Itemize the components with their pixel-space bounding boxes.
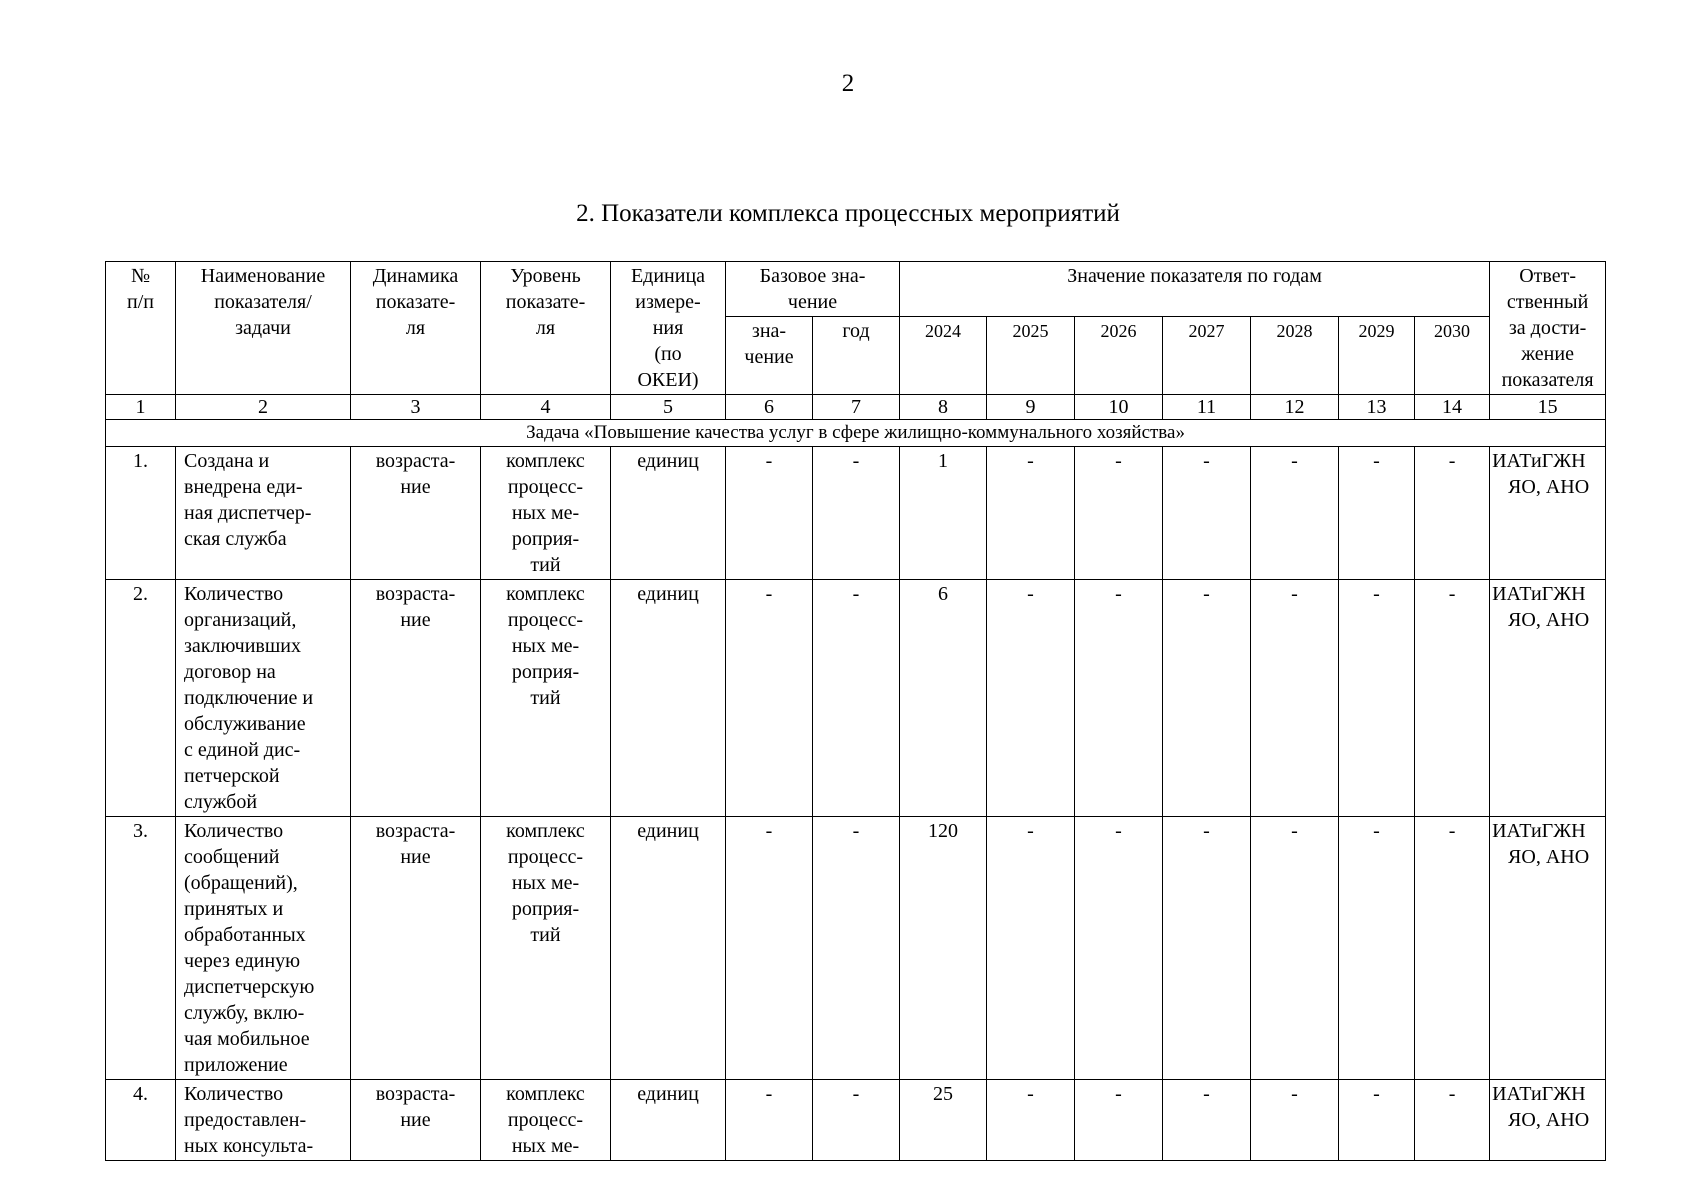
column-number: 12	[1251, 395, 1339, 420]
column-number: 2	[176, 395, 351, 420]
row-number: 1.	[106, 447, 176, 580]
year-value: -	[1251, 580, 1339, 817]
year-value: 1	[900, 447, 987, 580]
header-base-value: зна- чение	[726, 317, 813, 395]
year-value: -	[1163, 817, 1251, 1080]
responsible-line: ИАТиГЖН	[1492, 583, 1586, 605]
responsible-line: ЯО, АНО	[1508, 1109, 1590, 1131]
header-num: № п/п	[106, 262, 176, 395]
year-value: -	[1075, 817, 1163, 1080]
indicator-name: Количество сообщений (обращений), принятых и обработанных через единую диспетчерскую службу, вклю- чая мобильное приложение	[176, 817, 351, 1080]
year-value: -	[1075, 580, 1163, 817]
header-base-year: год	[813, 317, 900, 395]
indicator-level: комплекс процесс- ных ме-	[481, 1080, 611, 1161]
header-year: 2029	[1339, 317, 1415, 395]
indicator-level: комплекс процесс- ных ме- роприя- тий	[481, 580, 611, 817]
year-value: 120	[900, 817, 987, 1080]
column-number: 10	[1075, 395, 1163, 420]
column-numbers-row	[106, 395, 1606, 420]
year-value: -	[1415, 817, 1490, 1080]
header-base: Базовое зна- чение	[726, 262, 900, 317]
base-value: -	[726, 817, 813, 1080]
year-value: -	[1163, 580, 1251, 817]
column-number: 3	[351, 395, 481, 420]
indicator-name: Количество организаций, заключивших договор на подключение и обслуживание с единой дис- петчерской службой	[176, 580, 351, 817]
indicator-level: комплекс процесс- ных ме- роприя- тий	[481, 447, 611, 580]
indicator-unit: единиц	[611, 447, 726, 580]
column-number: 6	[726, 395, 813, 420]
header-year: 2025	[987, 317, 1075, 395]
indicator-name: Создана и внедрена еди- ная диспетчер- ская служба	[176, 447, 351, 580]
indicator-unit: единиц	[611, 817, 726, 1080]
indicator-dynamics: возраста- ние	[351, 580, 481, 817]
year-value: -	[987, 817, 1075, 1080]
column-number: 11	[1163, 395, 1251, 420]
header-level: Уровень показате- ля	[481, 262, 611, 395]
column-number: 5	[611, 395, 726, 420]
responsible	[1490, 1080, 1606, 1161]
page-number: 2	[841, 70, 855, 97]
responsible	[1490, 447, 1606, 580]
indicator-dynamics: возраста- ние	[351, 447, 481, 580]
column-number: 8	[900, 395, 987, 420]
column-number: 9	[987, 395, 1075, 420]
table-row	[106, 817, 1606, 1080]
header-year: 2027	[1163, 317, 1251, 395]
responsible-line: ИАТиГЖН	[1492, 1083, 1586, 1105]
column-number: 15	[1490, 395, 1606, 420]
responsible-line: ЯО, АНО	[1508, 846, 1590, 868]
year-value: -	[987, 580, 1075, 817]
year-value: -	[1339, 447, 1415, 580]
year-value: -	[987, 447, 1075, 580]
indicator-name: Количество предоставлен- ных консульта-	[176, 1080, 351, 1161]
responsible	[1490, 817, 1606, 1080]
column-number: 7	[813, 395, 900, 420]
task-heading: Задача «Повышение качества услуг в сфере жилищно-коммунального хозяйства»	[106, 420, 1606, 447]
row-number: 3.	[106, 817, 176, 1080]
responsible-line: ЯО, АНО	[1508, 609, 1590, 631]
base-year: -	[813, 447, 900, 580]
header-year: 2026	[1075, 317, 1163, 395]
year-value: -	[1251, 447, 1339, 580]
header-dynamics: Динамика показате- ля	[351, 262, 481, 395]
base-value: -	[726, 447, 813, 580]
year-value: 25	[900, 1080, 987, 1161]
column-number: 13	[1339, 395, 1415, 420]
header-year: 2030	[1415, 317, 1490, 395]
year-value: -	[1075, 1080, 1163, 1161]
year-value: -	[1415, 447, 1490, 580]
document-title: 2. Показатели комплекса процессных мероприятий	[576, 200, 1120, 227]
year-value: -	[1339, 817, 1415, 1080]
header-unit: Единица измере- ния (по ОКЕИ)	[611, 262, 726, 395]
year-value: -	[1251, 1080, 1339, 1161]
header-year: 2024	[900, 317, 987, 395]
base-value: -	[726, 580, 813, 817]
year-value: -	[1415, 580, 1490, 817]
responsible-line: ИАТиГЖН	[1492, 820, 1586, 842]
responsible-line: ИАТиГЖН	[1492, 450, 1586, 472]
header-name: Наименование показателя/ задачи	[176, 262, 351, 395]
column-number: 14	[1415, 395, 1490, 420]
header-year: 2028	[1251, 317, 1339, 395]
indicator-unit: единиц	[611, 1080, 726, 1161]
table-row	[106, 580, 1606, 817]
indicator-dynamics: возраста- ние	[351, 817, 481, 1080]
year-value: 6	[900, 580, 987, 817]
base-year: -	[813, 1080, 900, 1161]
column-number: 4	[481, 395, 611, 420]
responsible-line: ЯО, АНО	[1508, 476, 1590, 498]
year-value: -	[987, 1080, 1075, 1161]
base-value: -	[726, 1080, 813, 1161]
header-by-years: Значение показателя по годам	[900, 262, 1490, 317]
responsible	[1490, 580, 1606, 817]
base-year: -	[813, 817, 900, 1080]
table-row	[106, 447, 1606, 580]
year-value: -	[1163, 447, 1251, 580]
year-value: -	[1415, 1080, 1490, 1161]
year-value: -	[1163, 1080, 1251, 1161]
header-responsible: Ответ- ственный за дости- жение показателя	[1490, 262, 1606, 395]
year-value: -	[1251, 817, 1339, 1080]
indicator-level: комплекс процесс- ных ме- роприя- тий	[481, 817, 611, 1080]
column-number: 1	[106, 395, 176, 420]
indicator-dynamics: возраста- ние	[351, 1080, 481, 1161]
indicators-table	[105, 261, 1606, 1161]
row-number: 4.	[106, 1080, 176, 1161]
base-year: -	[813, 580, 900, 817]
indicator-unit: единиц	[611, 580, 726, 817]
row-number: 2.	[106, 580, 176, 817]
year-value: -	[1075, 447, 1163, 580]
table-row	[106, 1080, 1606, 1161]
year-value: -	[1339, 1080, 1415, 1161]
year-value: -	[1339, 580, 1415, 817]
